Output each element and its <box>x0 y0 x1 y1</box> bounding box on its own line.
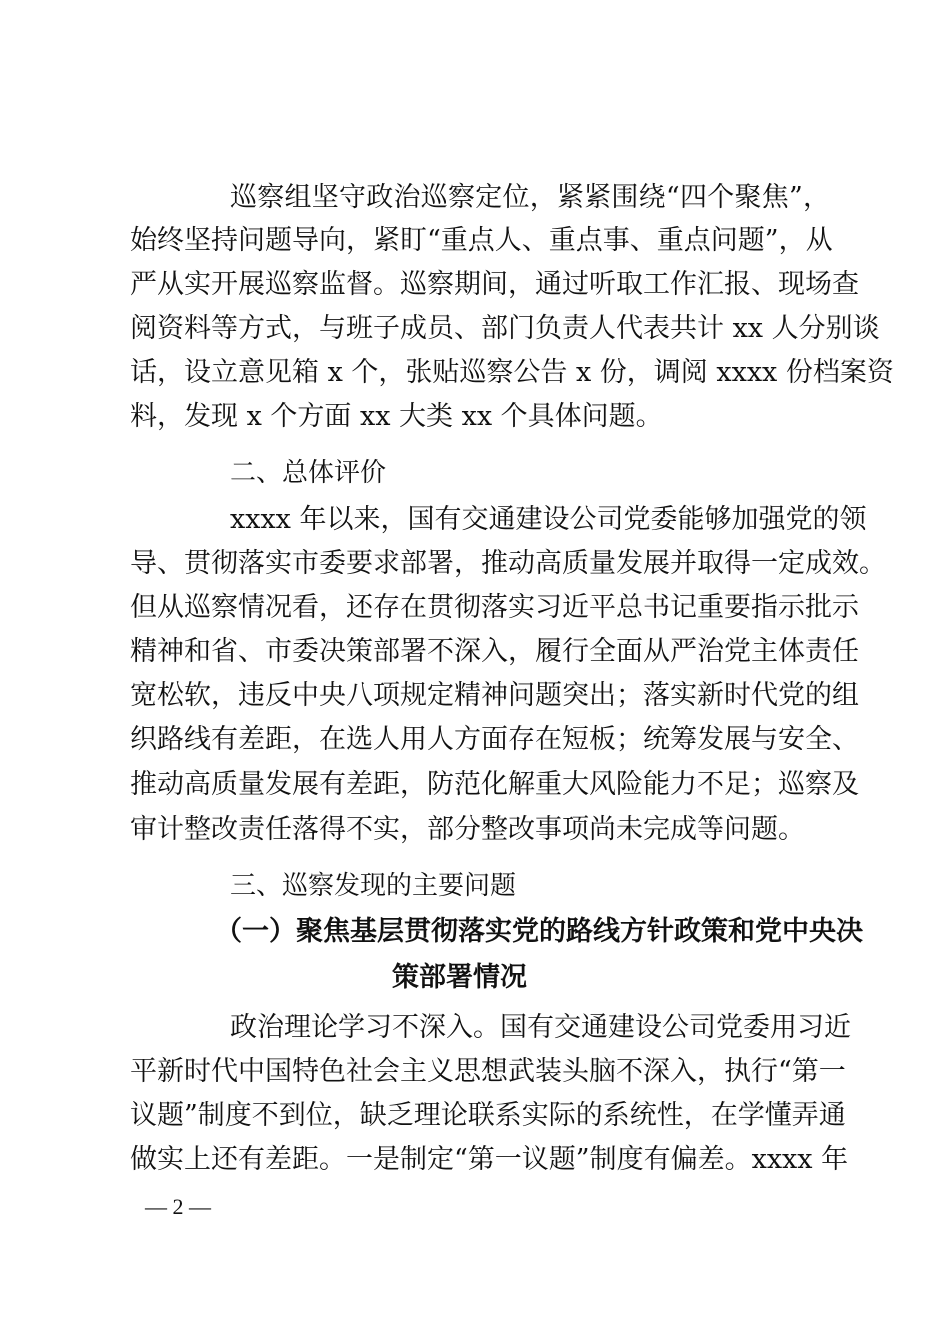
paragraph-line: 宽松软，违反中央八项规定精神问题突出；落实新时代党的组 <box>130 680 859 711</box>
paragraph-line: 政治理论学习不深入。国有交通建设公司党委用习近 <box>230 1012 851 1043</box>
section-heading-main-issues: 三、巡察发现的主要问题 <box>230 871 517 901</box>
paragraph-line: 精神和省、市委决策部署不深入，履行全面从严治党主体责任 <box>130 636 859 667</box>
paragraph-line: 推动高质量发展有差距，防范化解重大风险能力不足；巡察及 <box>130 769 859 800</box>
paragraph-line: 议题”制度不到位，缺乏理论联系实际的系统性，在学懂弄通 <box>130 1100 846 1131</box>
paragraph-line: 始终坚持问题导向，紧盯“重点人、重点事、重点问题”，从 <box>130 225 833 256</box>
subheading-line-2: 策部署情况 <box>392 962 527 993</box>
subheading-line-1: （一）聚焦基层贯彻落实党的路线方针政策和党中央决 <box>215 916 863 947</box>
paragraph-line: 平新时代中国特色社会主义思想武装头脑不深入，执行“第一 <box>130 1056 846 1087</box>
paragraph-line: 话，设立意见箱 x 个，张贴巡察公告 x 份，调阅 xxxx 份档案资 <box>130 357 894 388</box>
paragraph-line: 但从巡察情况看，还存在贯彻落实习近平总书记重要指示批示 <box>130 592 859 623</box>
paragraph-line: 严从实开展巡察监督。巡察期间，通过听取工作汇报、现场查 <box>130 269 859 300</box>
paragraph-line: 审计整改责任落得不实，部分整改事项尚未完成等问题。 <box>130 814 805 845</box>
paragraph-line: 织路线有差距，在选人用人方面存在短板；统筹发展与安全、 <box>130 724 859 755</box>
section-heading-overall-evaluation: 二、总体评价 <box>230 458 387 488</box>
paragraph-line: 料，发现 x 个方面 xx 大类 xx 个具体问题。 <box>130 401 663 432</box>
paragraph-line: 导、贯彻落实市委要求部署，推动高质量发展并取得一定成效。 <box>130 548 886 579</box>
paragraph-line: xxxx 年以来，国有交通建设公司党委能够加强党的领 <box>230 504 867 535</box>
paragraph-line: 巡察组坚守政治巡察定位，紧紧围绕“四个聚焦”， <box>230 182 830 213</box>
paragraph-line: 阅资料等方式，与班子成员、部门负责人代表共计 xx 人分别谈 <box>130 313 880 344</box>
paragraph-line: 做实上还有差距。一是制定“第一议题”制度有偏差。xxxx 年 <box>130 1144 849 1175</box>
page-number: — 2 — <box>145 1194 211 1219</box>
